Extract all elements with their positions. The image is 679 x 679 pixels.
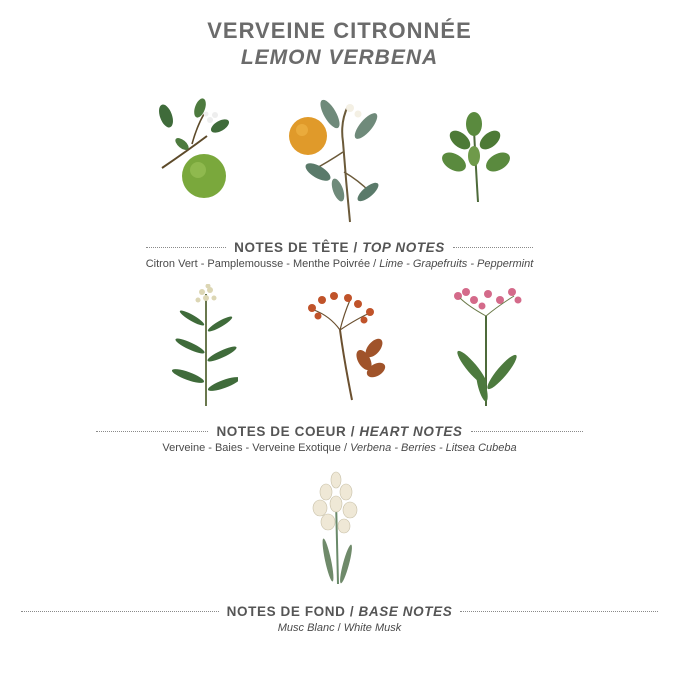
base-notes-list-en: White Musk <box>343 622 402 634</box>
white-musk-flower-illustration <box>302 470 368 586</box>
top-notes-heading: NOTES DE TÊTE / TOP NOTES <box>0 240 679 255</box>
heart-notes-heading-en: HEART NOTES <box>359 424 463 439</box>
berries-illustration <box>300 290 392 402</box>
litsea-illustration <box>448 286 528 408</box>
divider <box>460 611 658 612</box>
top-notes-heading-fr: NOTES DE TÊTE <box>234 240 350 255</box>
peppermint-illustration <box>438 110 514 204</box>
divider <box>21 611 219 612</box>
heart-notes-list: Verveine - Baies - Verveine Exotique / Verbena - Berries - Litsea Cubeba <box>162 442 517 454</box>
divider <box>146 247 226 248</box>
base-notes-heading-en: BASE NOTES <box>358 604 453 619</box>
heart-notes-list-en: Verbena - Berries - Litsea Cubeba <box>350 442 517 454</box>
divider <box>471 431 583 432</box>
lime-illustration <box>152 96 238 202</box>
verbena-illustration <box>172 284 238 408</box>
grapefruit-illustration <box>288 92 384 226</box>
base-notes-heading-fr: NOTES DE FOND <box>226 604 346 619</box>
divider <box>96 431 208 432</box>
heart-notes-list-fr: Verveine - Baies - Verveine Exotique <box>162 442 341 454</box>
heart-notes-heading: NOTES DE COEUR / HEART NOTES <box>0 424 679 439</box>
page-title: VERVEINE CITRONNÉE <box>207 18 472 43</box>
page-subtitle: LEMON VERBENA <box>240 46 439 69</box>
base-notes-list: Musc Blanc / White Musk <box>277 622 402 634</box>
top-notes-list: Citron Vert - Pamplemousse - Menthe Poivrée / Lime - Grapefruits - Peppermint <box>145 258 534 270</box>
heart-notes-heading-fr: NOTES DE COEUR <box>216 424 347 439</box>
top-notes-heading-en: TOP NOTES <box>362 240 445 255</box>
base-notes-list-fr: Musc Blanc <box>277 622 335 634</box>
base-notes-heading: NOTES DE FOND / BASE NOTES <box>0 604 679 619</box>
top-notes-list-en: Lime - Grapefruits - Peppermint <box>379 258 534 270</box>
divider <box>453 247 533 248</box>
top-notes-list-fr: Citron Vert - Pamplemousse - Menthe Poivrée <box>145 258 371 270</box>
